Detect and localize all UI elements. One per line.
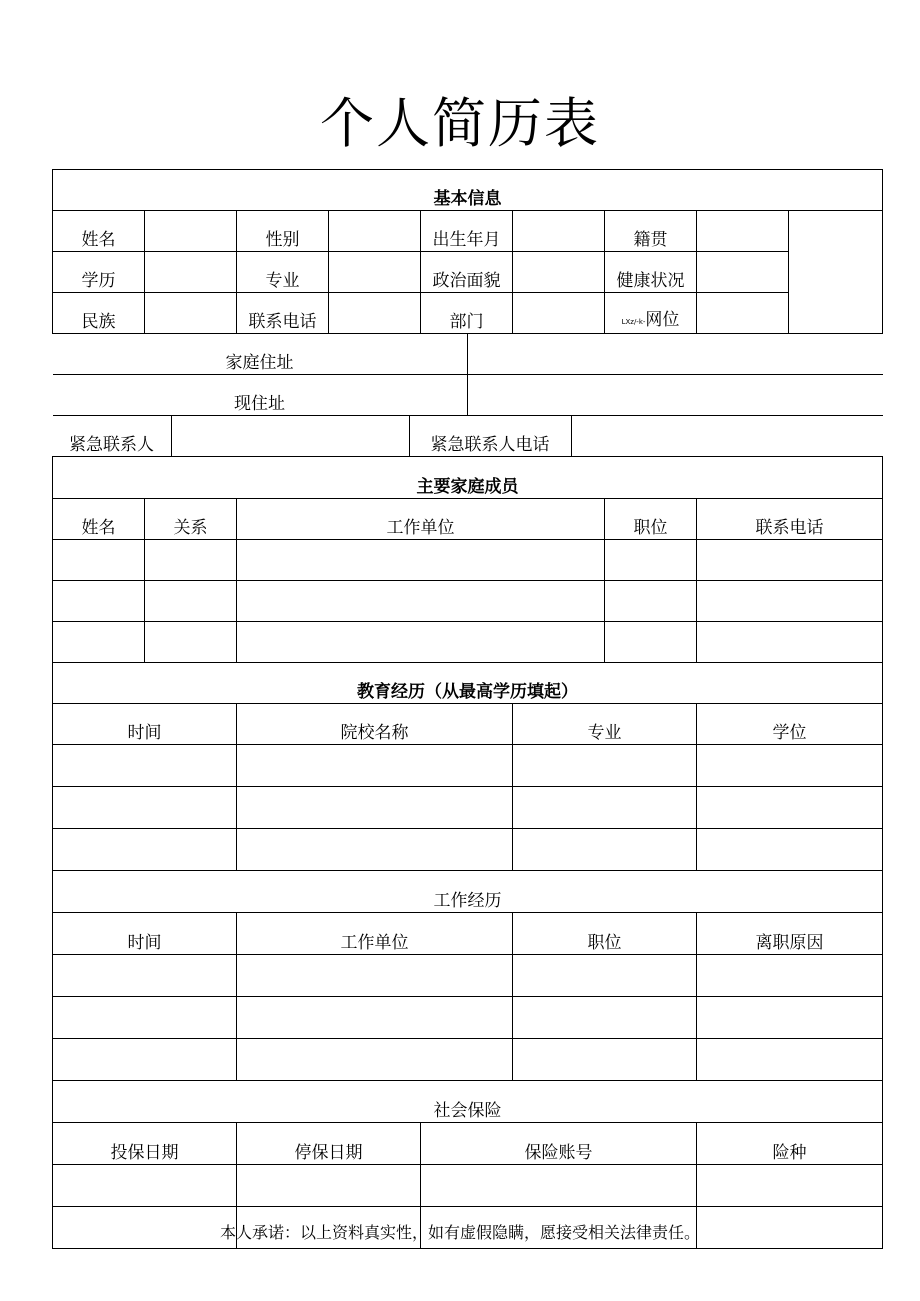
education-row xyxy=(53,829,883,871)
label-ethnicity: 民族 xyxy=(53,293,145,334)
label-position-text: 网位 xyxy=(645,310,680,330)
family-row xyxy=(53,581,883,622)
family-col-employer: 工作单位 xyxy=(237,499,605,540)
edu-col-major: 专业 xyxy=(513,704,697,745)
field-native-place[interactable] xyxy=(697,211,789,252)
work-row xyxy=(53,955,883,997)
family-row xyxy=(53,540,883,581)
label-native-place: 籍贯 xyxy=(605,211,697,252)
section-insurance-header: 社会保险 xyxy=(53,1081,883,1123)
work-row xyxy=(53,1039,883,1081)
field-position[interactable] xyxy=(697,293,789,334)
work-col-employer: 工作单位 xyxy=(237,913,513,955)
section-basic-info-header: 基本信息 xyxy=(53,170,883,211)
family-row xyxy=(53,622,883,663)
ins-col-type: 险种 xyxy=(697,1123,883,1165)
ins-col-start-date: 投保日期 xyxy=(53,1123,237,1165)
label-home-address: 家庭住址 xyxy=(53,334,468,375)
field-major[interactable] xyxy=(329,252,421,293)
label-health: 健康状况 xyxy=(605,252,697,293)
edu-col-school: 院校名称 xyxy=(237,704,513,745)
field-name[interactable] xyxy=(145,211,237,252)
family-col-phone: 联系电话 xyxy=(697,499,883,540)
field-birth-date[interactable] xyxy=(513,211,605,252)
work-col-time: 时间 xyxy=(53,913,237,955)
page-title: 个人简历表 xyxy=(320,92,600,155)
education-row xyxy=(53,745,883,787)
section-education-header: 教育经历（从最高学历填起） xyxy=(53,663,883,704)
insurance-row xyxy=(53,1165,883,1207)
label-phone: 联系电话 xyxy=(237,293,329,334)
field-ethnicity[interactable] xyxy=(145,293,237,334)
field-education[interactable] xyxy=(145,252,237,293)
photo-box[interactable] xyxy=(789,211,883,334)
field-current-address[interactable] xyxy=(467,375,883,416)
education-row xyxy=(53,787,883,829)
edu-col-degree: 学位 xyxy=(697,704,883,745)
work-col-position: 职位 xyxy=(513,913,697,955)
label-education: 学历 xyxy=(53,252,145,293)
work-col-leave-reason: 离职原因 xyxy=(697,913,883,955)
field-emergency-contact[interactable] xyxy=(171,416,409,456)
label-major: 专业 xyxy=(237,252,329,293)
label-name: 姓名 xyxy=(53,211,145,252)
field-emergency-phone[interactable] xyxy=(571,416,883,456)
work-row xyxy=(53,997,883,1039)
section-family-header: 主要家庭成员 xyxy=(53,457,883,499)
field-department[interactable] xyxy=(513,293,605,334)
section-work-header: 工作经历 xyxy=(53,871,883,913)
label-position xyxy=(605,293,697,334)
label-emergency-phone: 紧急联系人电话 xyxy=(409,416,571,456)
ins-col-account: 保险账号 xyxy=(421,1123,697,1165)
label-political-status: 政治面貌 xyxy=(421,252,513,293)
edu-col-time: 时间 xyxy=(53,704,237,745)
resume-form-table xyxy=(52,169,883,1249)
label-department: 部门 xyxy=(421,293,513,334)
label-gender: 性别 xyxy=(237,211,329,252)
family-col-relation: 关系 xyxy=(145,499,237,540)
label-current-address: 现住址 xyxy=(53,375,468,416)
footer-note: 本人承诺：以上资料真实性，如有虚假隐瞒，愿接受相关法律责任。 xyxy=(219,1223,700,1242)
field-phone[interactable] xyxy=(329,293,421,334)
field-health[interactable] xyxy=(697,252,789,293)
field-political-status[interactable] xyxy=(513,252,605,293)
label-birth-date: 出生年月 xyxy=(421,211,513,252)
ins-col-stop-date: 停保日期 xyxy=(237,1123,421,1165)
label-emergency-contact: 紧急联系人 xyxy=(53,416,172,456)
label-position-prefix: LXz/-k- xyxy=(621,318,646,326)
family-col-name: 姓名 xyxy=(53,499,145,540)
field-gender[interactable] xyxy=(329,211,421,252)
family-col-position: 职位 xyxy=(605,499,697,540)
field-home-address[interactable] xyxy=(467,334,883,375)
